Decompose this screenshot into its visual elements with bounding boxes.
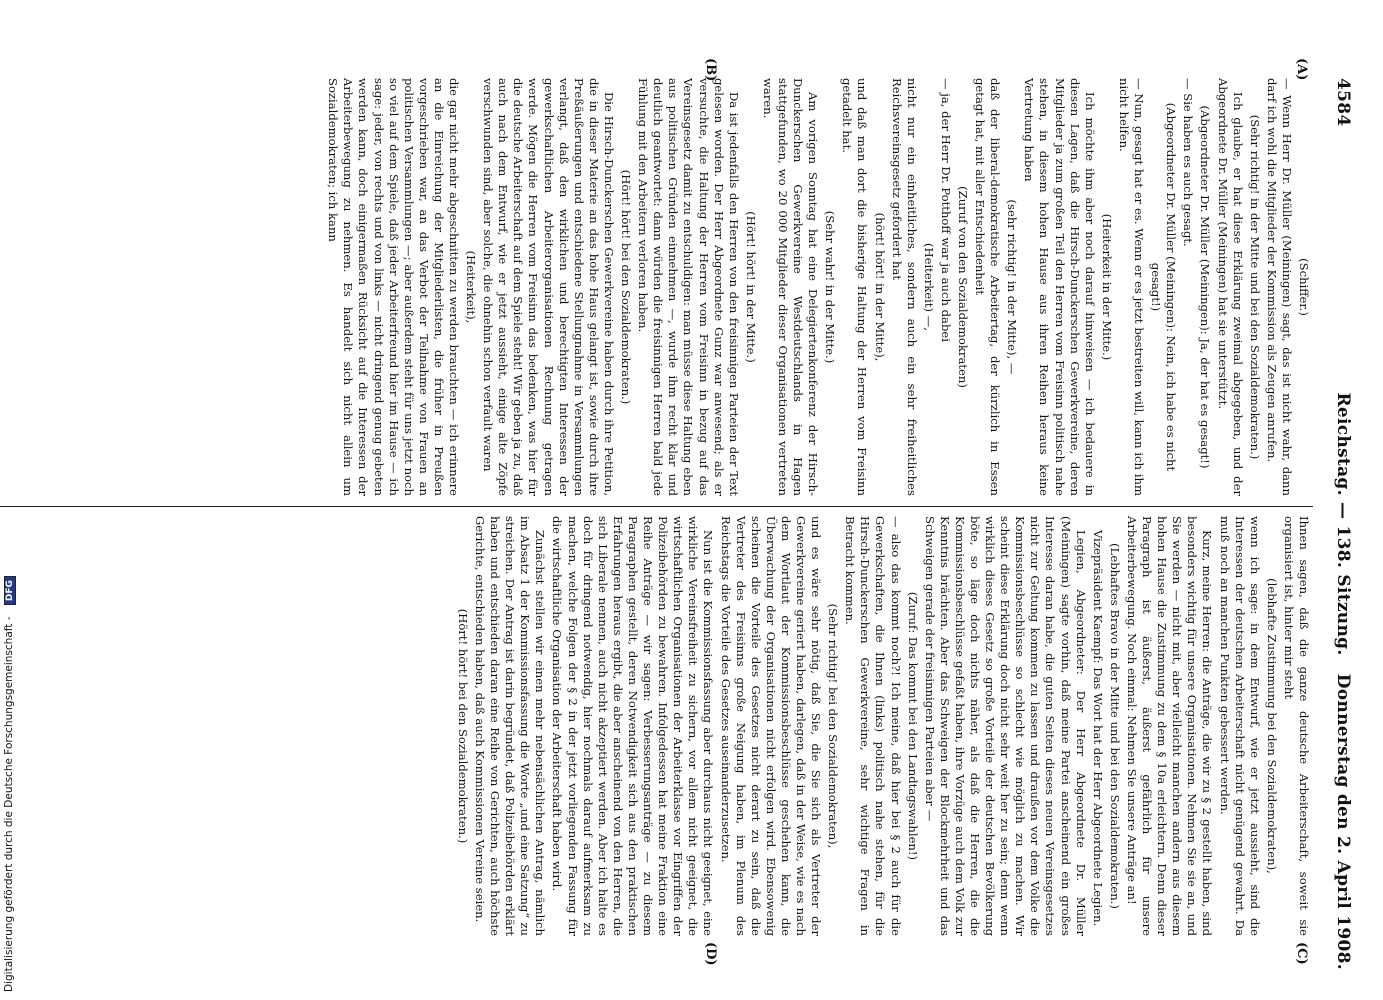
margin-marker-d: (D) <box>703 942 718 966</box>
interjection: (Sehr richtig! bei den Sozialdemokraten), <box>826 603 841 849</box>
left-column <box>0 78 1311 496</box>
paragraph: und daß man dort die bisherige Haltung der Herren vom Freisinn getadelt hat. <box>840 78 870 496</box>
paragraph: und es wäre sehr nötig, daß Sie, die Sie sich als Vertreter der Gewerkvereine geriert haben, darlegen, daß in der Weise, wie es nach dem Wortlaut der Kommissionsbeschlüsse geschehen kann, die Überwachung der Organisationen nicht erfolgen wird. Ebensowenig scheinen die Vorteile des Gesetzes nicht derart zu sein, daß die Vertreter des Freisinns große Neigung haben, im Plenum des Reichstags die Vorteile des Gesetzes auseinanderzusetzen. <box>718 516 824 936</box>
credit-text: Digitalisierung gefördert durch die Deutsche Forschungsgemeinschaft - <box>3 616 15 992</box>
margin-marker-b: (B) <box>703 58 718 82</box>
paragraph: Ich glaube, er hat diese Erklärung zweimal abgegeben, und der Abgeordnete Dr. Müller (Meiningen) hat sie unterstützt. <box>1215 78 1245 496</box>
paragraph: wenn ich sage: in dem Entwurf, wie er jetzt aussieht, sind die Interessen der deutschen Arbeiterschaft nicht genügend gewahrt. Da muß noch an manchen Punkten gebessert werden. <box>1217 516 1262 936</box>
paragraph: Am vorigen Sonntag hat eine Delegiertenkonferenz der Hirsch-Dunckerschen Gewerkvereine Westdeutschlands in Hagen stattgefunden, wo 20 000 Mitglieder dieser Organisationen vertreten waren. <box>760 78 821 496</box>
page-header <box>1327 78 1353 970</box>
session-date: Donnerstag den 2. April 1908. <box>1333 673 1353 970</box>
interjection: (Abgeordneter Dr. Müller (Meiningen): Ja, der hat es gesagt!) <box>1198 105 1213 469</box>
paragraph: — Wenn Herr Dr. Müller (Meiningen) sagt, das ist nicht wahr, dann darf ich wohl die Mitglieder der Kommission als Zeugen anrufen. <box>1264 78 1294 496</box>
dfg-logo: DFG <box>4 576 16 605</box>
interjection: (Hört! hört! bei den Sozialdemokraten.) <box>455 608 470 844</box>
margin-marker-c: (C) <box>1294 942 1309 965</box>
column-divider <box>0 506 1313 507</box>
right-column <box>455 516 1311 936</box>
interjection: (Heiterkeit) —, <box>921 242 936 331</box>
paragraph: — also das kommt noch?! Ich meine, daß hier bei § 2 auch für die Gewerkschaften, die Ihnen (links) politisch nahe stehen, für die Hirsch-Dunckerschen Gewerkvereine, sehr wichtige Fragen in Betracht kommen. <box>843 516 903 936</box>
margin-marker-a: (A) <box>1294 58 1309 81</box>
interjection: (hört! hört! in der Mitte), <box>872 212 887 362</box>
paragraph: — ja, der Herr Dr. Potthoff war ja auch dabei <box>938 78 953 342</box>
paragraph: nicht nur ein einheitliches, sondern auch ein sehr freiheitliches Reichsvereinsgesetz gefordert hat <box>889 78 919 496</box>
paragraph: — Nun, gesagt hat er es. Wenn er es jetzt bestreiten will, kann ich ihm nicht helfen. <box>1116 78 1147 496</box>
paragraph: die gar nicht mehr abgeschnitten zu werden brauchten — ich erinnere an die Einreichung der Mitgliederlisten, die früher in Preußen vorgeschrieben war, an das Verbot der Teilnahme von Frauen an politischen Versammlungen —; aber außerdem steht für uns jetzt noch so viel auf dem Spiele, daß jeder Arbeiterfreund hier im Hause — ich sage: jeder, von rechts und von links — nicht dringend genug gebeten werden kann, doch einigermaßen Rücksicht auf die Interessen der Arbeiterbewegung zu nehmen. Es handelt sich nicht allein um Sozialdemokraten; ich kann <box>326 78 462 496</box>
paragraph: Kurz, meine Herren: die Anträge, die wir zu § 2 gestellt haben, sind besonders wichtig für unsere Organisationen. Nehmen Sie sie an, und Sie werden — nicht mit, aber vielleicht manchen andern aus diesem hohen Hause die Zustimmung zu dem § 10a erleichtern. Denn dieser Paragraph ist äußerst, äußerst gefährlich für unsere Arbeiterbewegung. Noch einmal: Nehmen Sie unsere Anträge an! <box>1124 516 1215 936</box>
paragraph: Ihnen sagen, daß die ganze deutsche Arbeiterschaft, soweit sie organisiert ist, hinter mir steht <box>1281 516 1311 936</box>
speaker-label: (Schiffer.) <box>1297 258 1311 316</box>
interjection: (Sehr wahr! in der Mitte.) <box>823 210 838 364</box>
interjection: (Sehr richtig! in der Mitte und bei den Sozialdemokraten.) <box>1247 114 1262 460</box>
paragraph: Ich möchte ihm aber noch darauf hinweisen — ich bedauere in diesen Lagen, daß die Hirsch-Dunckerschen Gewerkvereine, deren Mitglieder ja zum großen Teil den Herren vom Freisinn politisch nahe stehen, in diesem hohen Hause aus ihren Reihen heraus keine Vertretung haben <box>1022 78 1097 496</box>
paragraph: Nun ist die Kommissionsfassung aber durchaus nicht geeignet, eine wirkliche Vereinsfreiheit zu sichern, vor allem nicht geeignet, die wirtschaftlichen Organisationen der Arbeiterklasse vor Eingriffen der Polizeibehörden zu bewahren. Infolgedessen hat meine Fraktion eine Reihe Anträge — wir sagen: Verbesserungsanträge — zu diesem Paragraphen gestellt, deren Notwendigkeit sich aus den praktischen Erfahrungen heraus ergibt, die aber anscheinend von den Herren, die sich Liberale nennen, auch nicht akzeptiert werden. Aber ich halte es doch für dringend notwendig, hier nochmals darauf aufmerksam zu machen, welche Folgen der § 2 in der jetzt vorliegenden Fassung für die wirtschaftliche Organisation der Arbeiterschaft haben wird. <box>550 516 716 936</box>
interjection: (Hört! hört! bei den Sozialdemokraten.) <box>619 169 634 405</box>
paragraph: Die Hirsch-Dunckerschen Gewerkvereine haben durch ihre Petition, die in dieser Materie an das hohe Haus gelangt ist, sowie durch ihre Preßäußerungen und entschiedene Stellungnahme in Versammlungen verlangt, daß den wirklichen und berechtigten Interessen der gewerkschaftlichen Arbeiterorganisationen Rechnung getragen werde. Mögen die Herren vom Freisinn das bedenken, was hier für die deutsche Arbeiterschaft auf dem Spiele steht! Wir geben ja zu, daß auch nach dem Entwurf, wie er jetzt aussieht, einige alte Zöpfe verschwunden sind, aber solche, die ohnehin schon verfault waren <box>481 78 616 496</box>
paragraph: Da ist jedenfalls den Herren von den freisinnigen Parteien der Text gelesen worden. Der Herr Abgeordnete Gunz war anwesend; als er versuchte, die Haltung der Herren vom Freisinn in bezug auf das Vereinsgesetz damit zu entschuldigen: man müsse diese Haltung eben aus politischen Gründen einnehmen —, wurde ihm recht klar und deutlich geantwortet: dann würden die freisinnigen Herren bald jede Fühlung mit den Arbeitern verloren haben. <box>636 78 741 496</box>
interjection: (Abgeordneter Dr. Müller (Meiningen): Nein, ich habe es nicht gesagt!) <box>1149 102 1179 472</box>
interjection: (lebhafte Zustimmung bei den Sozialdemokraten), <box>1264 578 1279 874</box>
paragraph: Zunächst stellen wir einen mehr nebensächlichen Antrag, nämlich im Absatz 1 der Kommissionsfassung die Worte „und eine Satzung“ zu streichen. Der Antrag ist darin begründet, daß Polizeibehörden erklärt haben und entschieden daran eine Reihe von Gerichten, auch höchste Gerichte, entschieden haben, daß auch Kommissionen Vereine seien. <box>473 516 548 936</box>
running-head: Reichstag. — 138. Sitzung. <box>1333 392 1353 656</box>
interjection: (Hört! hört! in der Mitte.) <box>743 211 758 363</box>
interjection: (sehr richtig! in der Mitte), — <box>1005 199 1020 375</box>
interjection: (Zuruf: Das kommt bei den Landtagswahlen!) <box>905 591 920 861</box>
interjection: (Heiterkeit), <box>464 250 479 324</box>
paragraph: daß der liberal-demokratische Arbeitertag, der kürzlich in Essen getagt hat, mit aller Entschiedenheit <box>973 78 1003 496</box>
paragraph: Legien, Abgeordneter: Der Herr Abgeordnete Dr. Müller (Meiningen) sagte vorhin, daß meine Partei anscheinend ein großes Interesse daran habe, die guten Seiten dieses neuen Vereinsgesetzes nicht zur Geltung kommen zu lassen und draußen vor dem Volke die Kommissionsbeschlüsse so schlecht wie möglich zu machen. Wir scheint diese Erklärung doch nicht sehr weit her zu sein; denn wenn wirklich dieses Gesetz so große Vorteile der deutschen Bevölkerung böte, so läge doch nichts näher, als daß die Herren, die die Kommissionsbeschlüsse gefaßt haben, ihre Vorzüge auch dem Volk zur Kenntnis brächten. Aber das Schweigen der Blockmehrheit und das Schweigen gerade der freisinnigen Parteien aber — <box>922 516 1088 936</box>
credit-line <box>3 576 16 992</box>
interjection: (Zuruf von den Sozialdemokraten) <box>956 186 971 388</box>
interjection: (Lebhaftes Bravo in der Mitte und bei den Sozialdemokraten.) <box>1107 543 1122 909</box>
page-number: 4584 <box>1333 78 1353 127</box>
interjection: (Heiterkeit in der Mitte.) <box>1099 213 1114 361</box>
paragraph: Vizepräsident Kaempf: Das Wort hat der Herr Abgeordnete Legien. <box>1090 530 1105 927</box>
digitization-credit <box>0 0 22 1000</box>
paragraph: — Sie haben es auch gesagt. <box>1181 78 1196 247</box>
